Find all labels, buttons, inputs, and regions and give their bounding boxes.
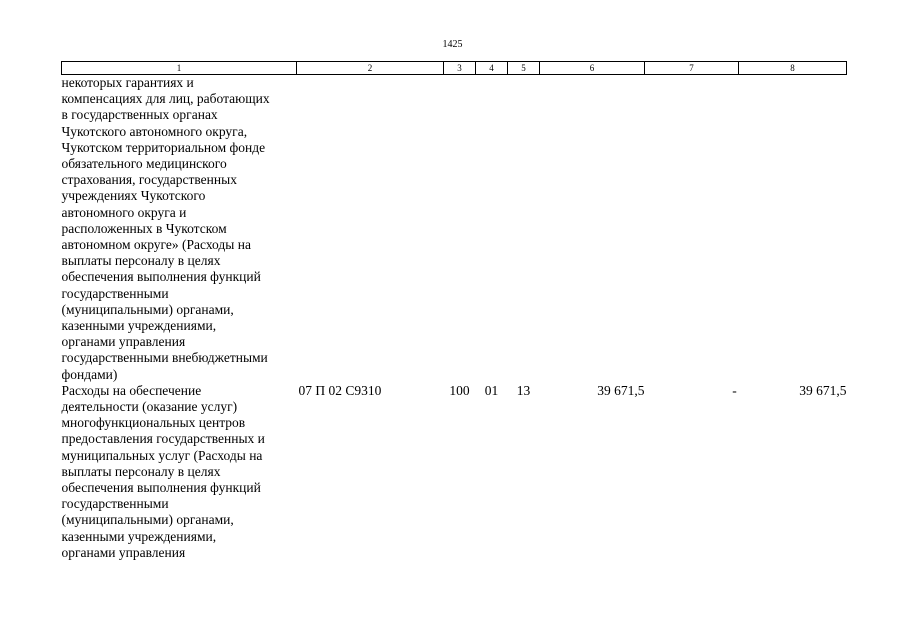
row-subsection <box>508 75 540 383</box>
row-description: Расходы на обеспечение деятельности (оказание услуг) многофункциональных центров предоставления государственных и муниципальных услуг (Расходы на выплаты персоналу в целях обеспечения выполнения функций государственными (муниципальными) органами, казенными учреждениями, органами управления <box>61 382 265 560</box>
row-section: 01 <box>484 382 499 398</box>
table-body <box>62 75 847 562</box>
row-amount-col7: - <box>732 382 737 398</box>
row-description: некоторых гарантиях и компенсациях для лиц, работающих в государственных органах Чукотского автономного округа, Чукотском территориальном фонде обязательного медицинского страхования, государственных учреждениях Чукотского автономного округа и расположенных в Чукотском автономном округе» (Расходы на выплаты персоналу в целях обеспечения выполнения функций государственными (муниципальными) органами, казенными учреждениями, органами управления государственными внебюджетными фондами) <box>61 75 270 382</box>
column-header-4: 4 <box>476 62 508 75</box>
row-expense-type: 100 <box>449 382 470 398</box>
row-expense-type <box>444 75 476 383</box>
column-header-2: 2 <box>297 62 444 75</box>
column-header-1: 1 <box>62 62 297 75</box>
header-row <box>62 62 847 75</box>
column-header-6: 6 <box>540 62 645 75</box>
row-amount-col6: 39 671,5 <box>597 382 645 398</box>
row-target-article: 07 П 02 С9310 <box>298 382 382 398</box>
row-subsection: 13 <box>516 382 531 398</box>
table-row <box>62 75 847 383</box>
row-section <box>476 75 508 383</box>
page-number: 1425 <box>442 39 463 50</box>
column-header-7: 7 <box>645 62 739 75</box>
column-header-8: 8 <box>739 62 847 75</box>
row-amount-col8 <box>739 75 847 383</box>
column-header-3: 3 <box>444 62 476 75</box>
row-target-article <box>297 75 444 383</box>
table-row <box>62 383 847 561</box>
row-amount-col6 <box>540 75 645 383</box>
column-header-5: 5 <box>508 62 540 75</box>
row-amount-col7 <box>645 75 739 383</box>
budget-table <box>61 61 847 561</box>
table-header <box>62 62 847 75</box>
row-amount-col8: 39 671,5 <box>799 382 847 398</box>
